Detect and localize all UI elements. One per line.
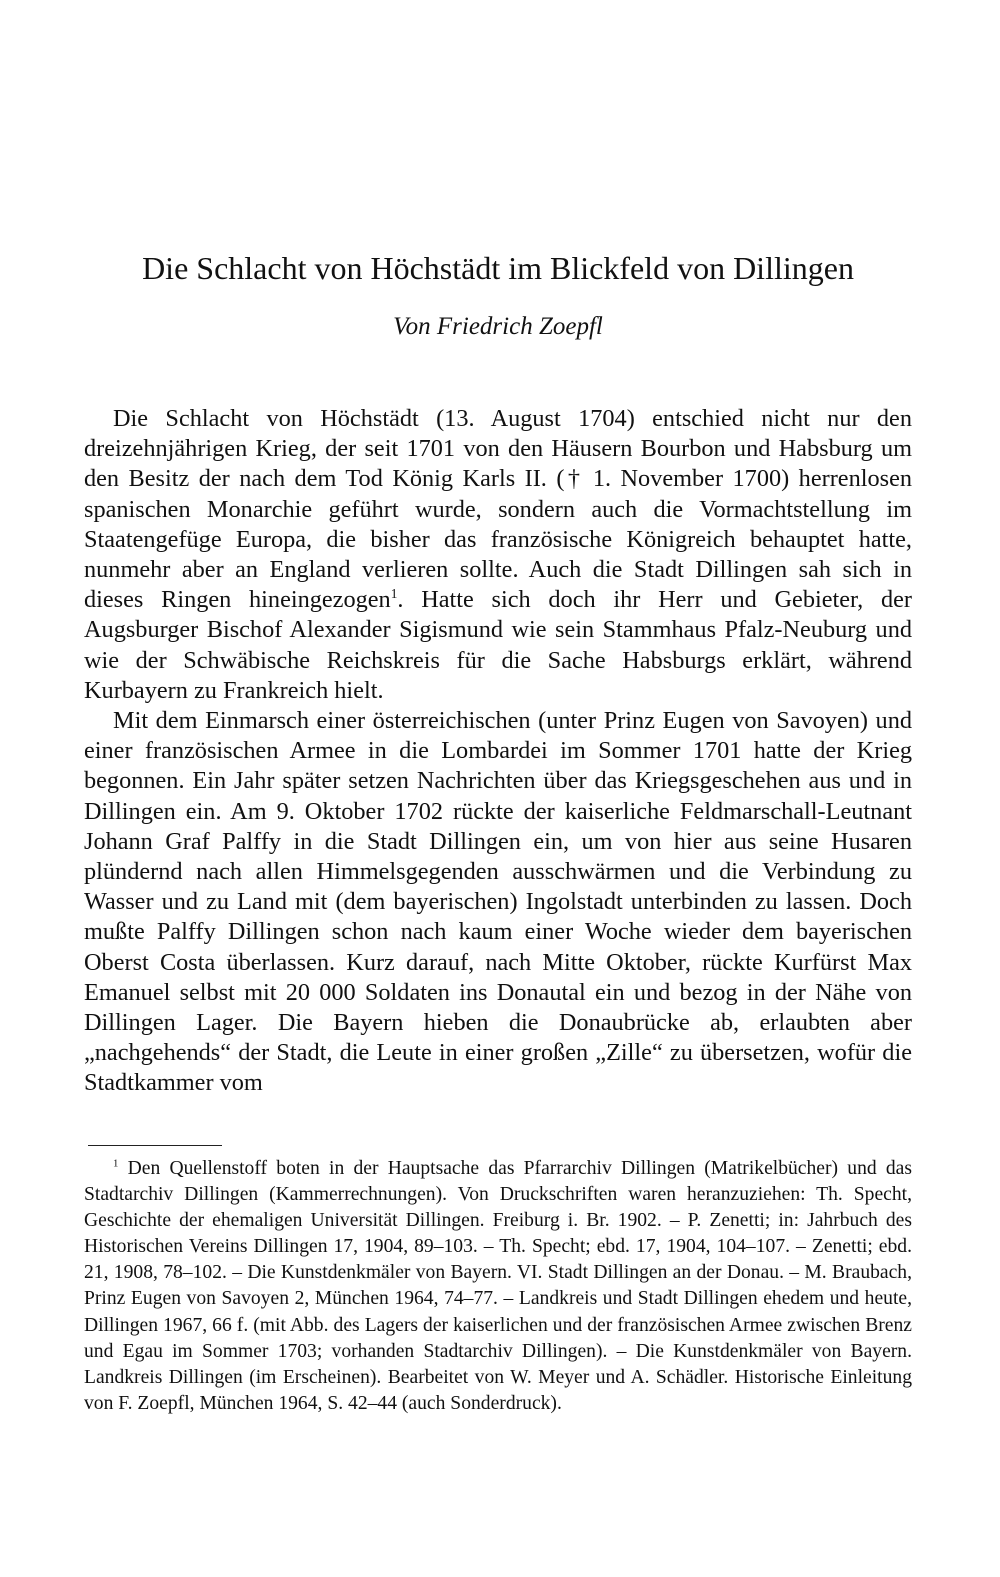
paragraph-1-text-a: Die Schlacht von Höchstädt (13. August 1704) entschied nicht nur den dreizehnjährigen Krieg, der seit 1701 von den Häusern Bourbon und Habsburg um den Besitz der nach dem Tod König Karls II. († 1. November 1700) herrenlosen spanischen Monarchie geführt wurde, sondern auch die Vormachtstellung im Staatengefüge Europa, die bisher das französische Königreich behauptet hatte, nunmehr aber an England verlieren sollte. Auch die Stadt Dillingen sah sich in dieses Ringen hineingezogen [84,405,912,614]
article-author: Von Friedrich Zoepfl [393,313,603,340]
paragraph-1 [84,404,912,706]
footnote-reference: 1 [390,586,398,602]
article-body [84,404,912,1099]
paragraph-2: Mit dem Einmarsch einer österreichischen (unter Prinz Eugen von Savoyen) und einer französischen Armee in die Lombardei im Sommer 1701 hatte der Krieg begonnen. Ein Jahr später setzen Nachrichten über das Kriegsgeschehen aus und in Dillingen ein. Am 9. Oktober 1702 rückte der kaiserliche Feldmarschall-Leutnant Johann Graf Palffy in die Stadt Dillingen ein, um von hier aus seine Husaren plündernd nach allen Himmelsgegenden ausschwärmen und die Verbindung zu Wasser und zu Land mit (dem bayerischen) Ingolstadt unterbinden zu lassen. Doch mußte Palffy Dillingen schon nach kaum einer Woche wieder dem bayerischen Oberst Costa überlassen. Kurz darauf, nach Mitte Oktober, rückte Kurfürst Max Emanuel selbst mit 20 000 Soldaten ins Donautal ein und bezog in der Nähe von Dillingen Lager. Die Bayern hieben die Donaubrücke ab, erlaubten aber „nachgehends“ der Stadt, die Leute in einer großen „Zille“ zu übersetzen, wofür die Stadtkammer vom [84,707,912,1097]
footnote-divider [88,1145,222,1146]
footnote [84,1156,912,1417]
footnote-marker: 1 [113,1157,119,1170]
footnote-text: Den Quellenstoff boten in der Hauptsache das Pfarrarchiv Dillingen (Matrikelbücher) und das Stadtarchiv Dillingen (Kammerrechnungen). Von Druckschriften waren heranzuziehen: Th. Specht, Geschichte der ehemaligen Universität Dillingen. Freiburg i. Br. 1902. – P. Zenetti; in: Jahrbuch des Historischen Vereins Dillingen 17, 1904, 89–103. – Th. Specht; ebd. 17, 1904, 104–107. – Zenetti; ebd. 21, 1908, 78–102. – Die Kunstdenkmäler von Bayern. VI. Stadt Dillingen an der Donau. – M. Braubach, Prinz Eugen von Savoyen 2, München 1964, 74–77. – Landkreis und Stadt Dillingen ehedem und heute, Dillingen 1967, 66 f. (mit Abb. des Lagers der kaiserlichen und der französischen Armee zwischen Brenz und Egau im Sommer 1703; vorhanden Stadtarchiv Dillingen). – Die Kunstdenkmäler von Bayern. Landkreis Dillingen (im Erscheinen). Bearbeitet von W. Meyer und A. Schädler. Historische Einleitung von F. Zoepfl, München 1964, S. 42–44 (auch Sonderdruck). [84,1158,912,1414]
article-title: Die Schlacht von Höchstädt im Blickfeld von Dillingen [142,250,854,286]
paragraph-1-text-b: . Hatte sich doch ihr Herr und Gebieter, der Augsburger Bischof Alexander Sigismund wie sein Stammhaus Pfalz-Neuburg und wie der Schwäbische Reichskreis für die Sache Habsburgs erklärt, während Kurbayern zu Frankreich hielt. [84,586,912,704]
